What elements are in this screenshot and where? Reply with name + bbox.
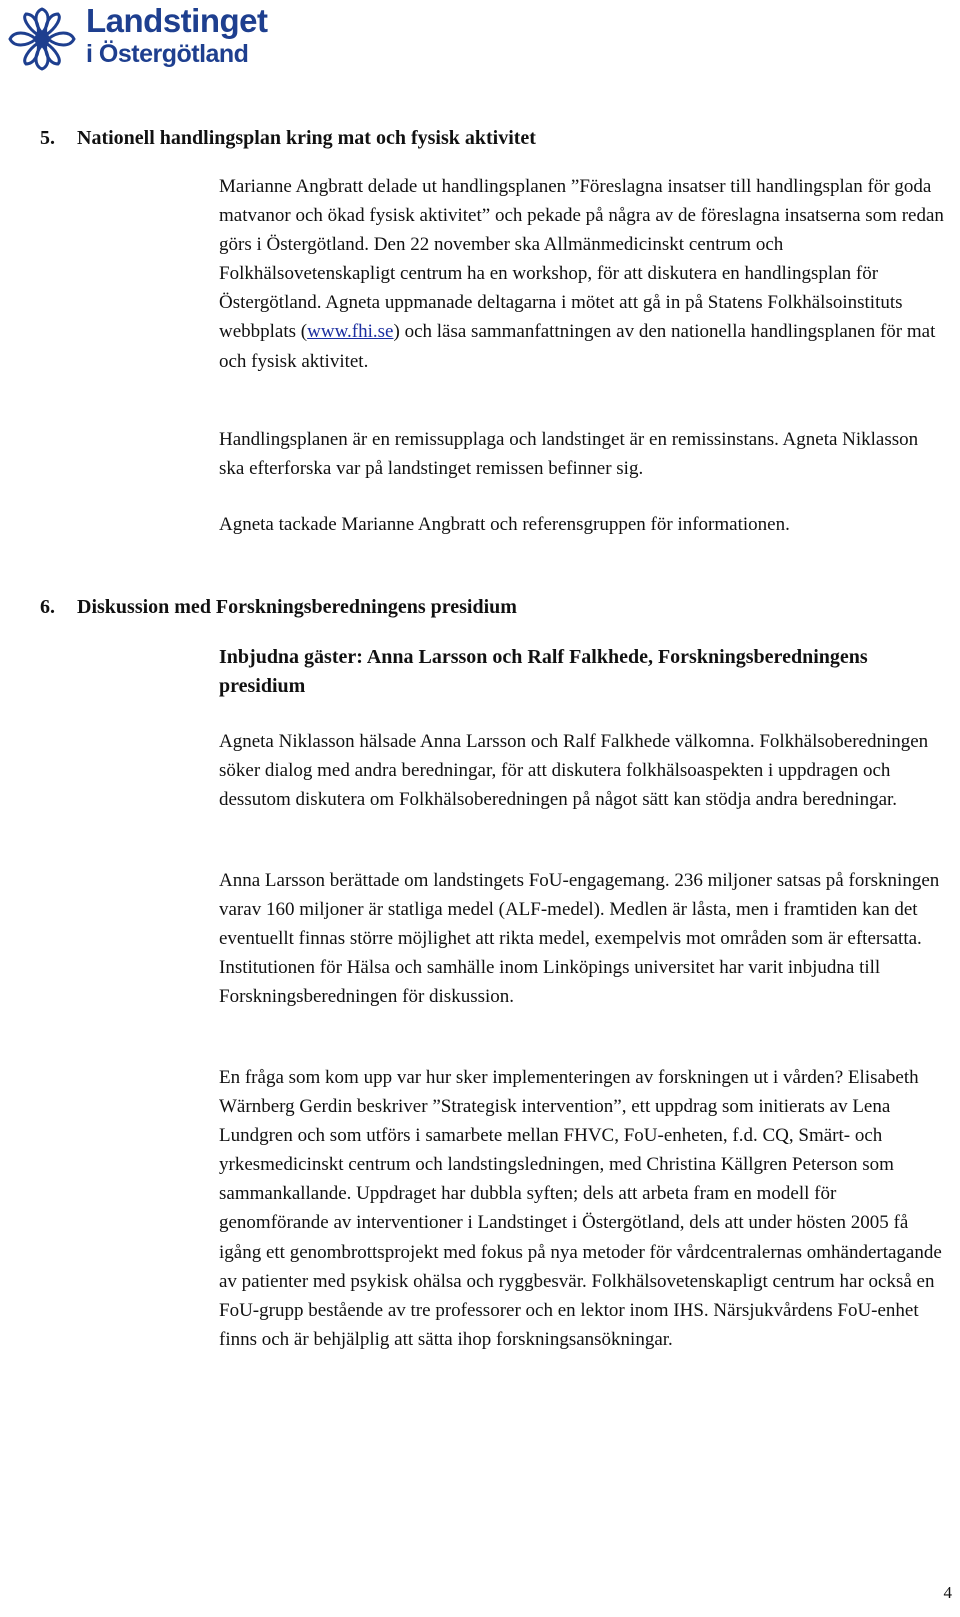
paragraph: Agneta tackade Marianne Angbratt och referensgruppen för informationen.	[219, 514, 790, 535]
section-5-heading	[40, 126, 536, 150]
invited-guests-subheading: Inbjudna gäster: Anna Larsson och Ralf Falkhede, Forskningsberedningens presidium	[219, 646, 868, 697]
page-number: 4	[943, 1583, 952, 1602]
paragraph: Anna Larsson berättade om landstingets FoU-engagemang. 236 miljoner satsas på forskningen varav 160 miljoner är statliga medel (ALF-medel). Medlen är låsta, men i framtiden kan det eventuellt finnas större möjlighet att rikta medel, exempelvis mot områden som är eftersatta. Institutionen för Hälsa och samhälle inom Linköpings universitet har varit inbjudna till Forskningsberedningen för diskussion.	[219, 870, 940, 1008]
section-title: Diskussion med Forskningsberedningens presidium	[77, 596, 517, 618]
paragraph: Marianne Angbratt delade ut handlingsplanen ”Föreslagna insatser till handlingsplan för goda matvanor och ökad fysisk aktivitet” och pekade på några av de föreslagna insatserna som redan görs i Östergötland. Den 22 november ska Allmänmedicinskt centrum och Folkhälsovetenskapligt centrum ha en workshop, för att diskutera en handlingsplan för Östergötland. Agneta uppmanade deltagarna i mötet att gå in på Statens Folkhälsoinstituts webbplats (www.fhi.se) och läsa sammanfattningen av den nationella handlingsplanen för mat och fysisk aktivitet.	[219, 176, 944, 372]
logo-subtitle: i Östergötland	[86, 40, 249, 68]
landstinget-logo	[4, 2, 314, 74]
section-number: 6.	[40, 596, 55, 618]
section-6-heading	[40, 595, 517, 619]
paragraph: En fråga som kom upp var hur sker implementeringen av forskningen ut i vården? Elisabeth Wärnberg Gerdin beskriver ”Strategisk intervention”, ett uppdrag som initierats av Lena Lundgren och som utförs i samarbete mellan FHVC, FoU-enheten, f.d. CQ, Smärt- och yrkesmedicinskt centrum och landstingsledningen, med Christina Källgren Peterson som sammankallande. Uppdraget har dubbla syften; dels att arbeta fram en modell för genomförande av interventioner i Landstinget i Östergötland, dels att under hösten 2005 få igång ett genombrottsprojekt med fokus på nya metoder för vårdcentralernas omhändertagande av patienter med psykisk ohälsa och ryggbesvär. Folkhälsovetenskapligt centrum har också en FoU-grupp bestående av tre professorer och en lektor inom IHS. Närsjukvårdens FoU-enhet finns och är behjälplig att sätta ihop forskningsansökningar.	[219, 1067, 942, 1350]
fhi-link[interactable]: www.fhi.se	[307, 321, 394, 343]
paragraph: Agneta Niklasson hälsade Anna Larsson och Ralf Falkhede välkomna. Folkhälsoberedningen söker dialog med andra beredningar, för att diskutera folkhälsoaspekten i uppdragen och dessutom diskutera om Folkhälsoberedningen på något sätt kan stödja andra beredningar.	[219, 731, 929, 811]
flower-emblem-icon	[4, 6, 80, 72]
section-number: 5.	[40, 127, 55, 149]
section-title: Nationell handlingsplan kring mat och fysisk aktivitet	[77, 127, 536, 149]
logo-title: Landstinget	[86, 2, 268, 39]
paragraph: Handlingsplanen är en remissupplaga och landstinget är en remissinstans. Agneta Niklasson ska efterforska var på landstinget remissen befinner sig.	[219, 429, 919, 480]
